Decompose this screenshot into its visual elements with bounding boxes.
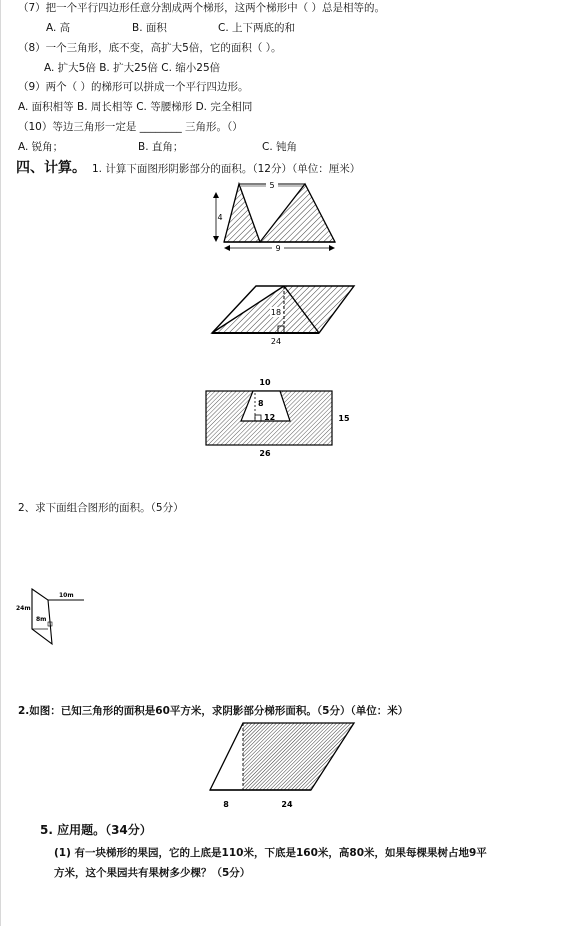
fig5-right-label: 24	[281, 800, 293, 809]
fig3-inner-height-label: 8	[258, 399, 264, 408]
fig4-inner-label: 8m	[36, 616, 47, 623]
fig1-top-label: 5	[269, 181, 275, 190]
figure-1-triangles	[208, 176, 348, 256]
calc-task-1: 1. 计算下面图形阴影部分的面积。（12分）（单位：厘米）	[92, 163, 361, 175]
q9-options: A. 面积相等 B. 周长相等 C. 等腰梯形 D. 完全相同	[18, 101, 253, 113]
page-margin-line	[0, 0, 1, 926]
calc-task-2: 2、求下面组合图形的面积。（5分）	[18, 502, 184, 514]
fig3-top-label: 10	[259, 378, 271, 387]
q10-option-a: A. 锐角；	[18, 141, 64, 153]
fig3-right-label: 15	[338, 414, 350, 423]
fig2-height-label: 18	[270, 308, 282, 317]
q8-stem: （8）一个三角形，底不变，高扩大5倍，它的面积（ ）。	[18, 42, 282, 54]
q9-stem: （9）两个（ ）的梯形可以拼成一个平行四边形。	[18, 81, 249, 93]
fig1-base-label: 9	[275, 244, 281, 253]
figure-2-parallelogram	[208, 280, 363, 348]
q7-option-c: C. 上下两底的和	[218, 22, 296, 34]
figure-3-rectangle	[198, 374, 360, 460]
fig3-bottom-label: 26	[259, 449, 271, 458]
q7-option-b: B. 面积	[132, 22, 167, 34]
fig4-left-label: 24m	[16, 605, 31, 612]
fig1-height-label: 4	[217, 213, 223, 222]
q10-option-b: B. 直角；	[138, 141, 184, 153]
figure-4-composite	[14, 584, 90, 648]
fig4-top-label: 10m	[59, 592, 74, 599]
fig5-left-label: 8	[223, 800, 229, 809]
q10-stem: （10）等边三角形一定是 ________ 三角形。（）	[18, 121, 243, 133]
figure-5-parallelogram	[200, 718, 360, 812]
section-5-heading: 5. 应用题。（34分）	[40, 823, 152, 837]
q8-options: A. 扩大5倍 B. 扩大25倍 C. 缩小25倍	[44, 62, 221, 74]
q10-option-c: C. 钝角	[262, 141, 298, 153]
app-question-1-line-1: (1) 有一块梯形的果园，它的上底是110米，下底是160米，高80米，如果每棵果树占地9平	[54, 847, 487, 859]
section-4-heading: 四、计算。	[16, 160, 86, 176]
app-question-1-line-2: 方米，这个果园共有果树多少棵？（5分）	[54, 867, 251, 879]
fig2-base-label: 24	[270, 337, 282, 346]
q7-option-a: A. 高	[46, 22, 71, 34]
fig3-inner-base-label: 12	[264, 413, 276, 422]
q7-stem: （7）把一个平行四边形任意分割成两个梯形，这两个梯形中（ ）总是相等的。	[18, 2, 386, 14]
calc-task-3: 2.如图：已知三角形的面积是60平方米，求阴影部分梯形面积。（5分）（单位：米）	[18, 705, 409, 717]
